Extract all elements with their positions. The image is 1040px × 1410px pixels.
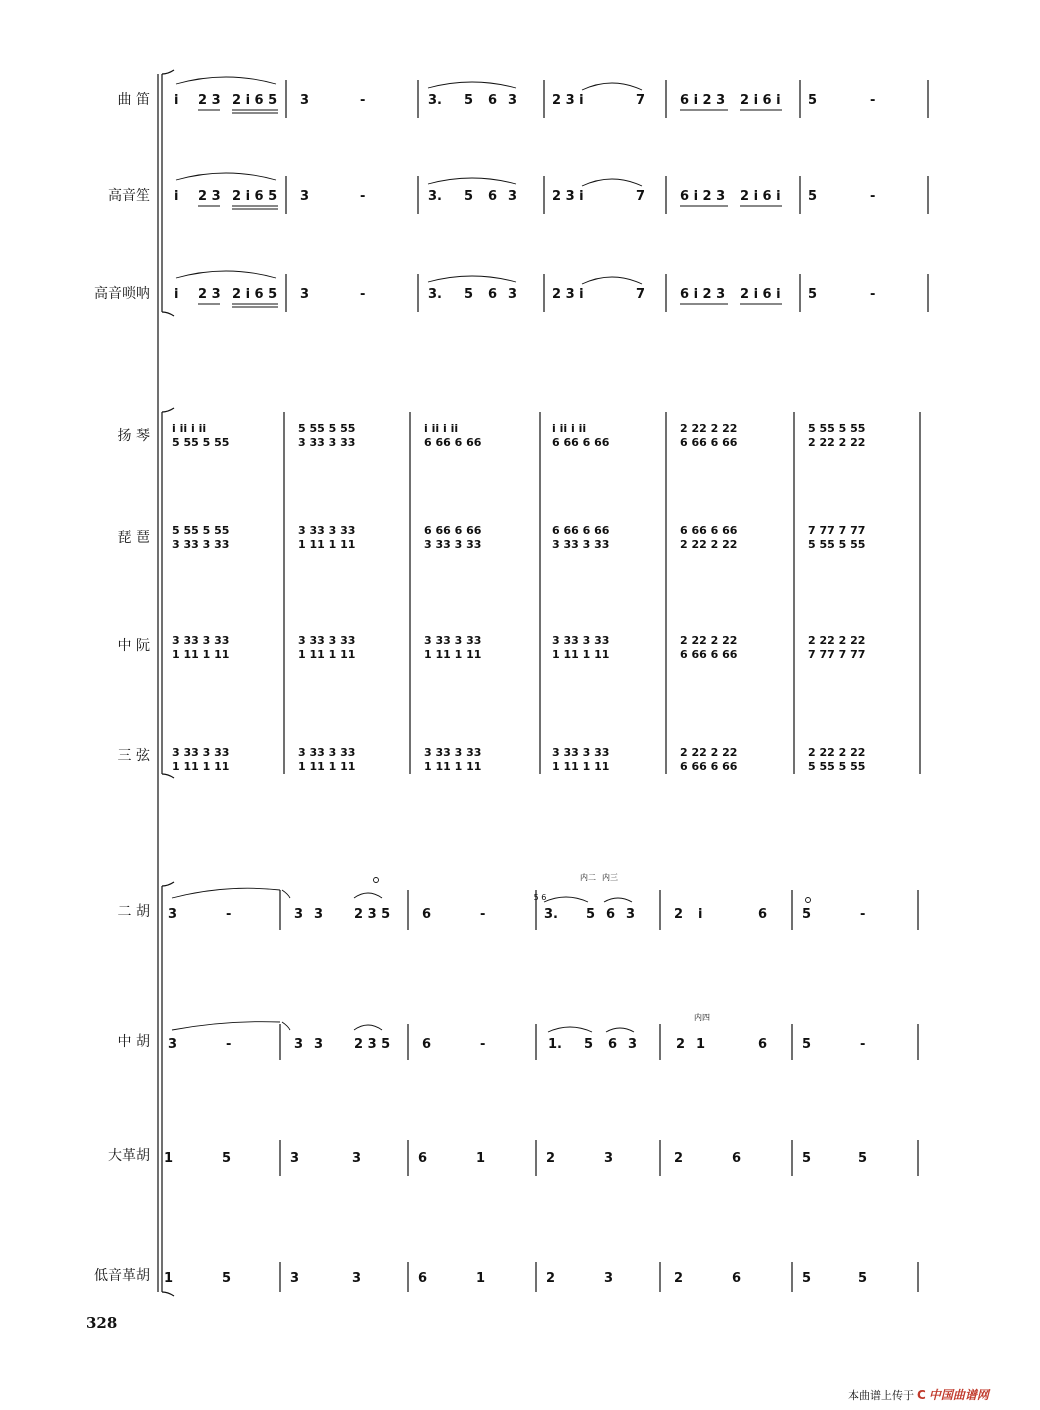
instrument-label: 低音革胡 bbox=[94, 1268, 150, 1284]
chord-lower: 1 11 1 11 bbox=[552, 648, 610, 661]
note: - bbox=[860, 907, 866, 922]
note: 2 bbox=[674, 1151, 684, 1166]
note: 3 bbox=[352, 1271, 362, 1286]
note: 7 bbox=[636, 287, 646, 302]
chord-upper: 3 33 3 33 bbox=[298, 524, 356, 537]
chord-upper: i ii i ii bbox=[552, 422, 587, 435]
note: - bbox=[360, 189, 366, 204]
chord-upper: 3 33 3 33 bbox=[424, 634, 482, 647]
note: 5 bbox=[222, 1151, 232, 1166]
chord-upper: i ii i ii bbox=[172, 422, 207, 435]
strings-section bbox=[164, 872, 918, 1292]
note: 2 bbox=[546, 1151, 556, 1166]
note: 5 bbox=[802, 1271, 812, 1286]
chord-upper: 6 66 6 66 bbox=[552, 524, 610, 537]
note: 2 i 6 5 bbox=[232, 287, 278, 302]
note: 3 bbox=[294, 907, 304, 922]
chord-lower: 3 33 3 33 bbox=[424, 538, 482, 551]
instrument-label: 高音笙 bbox=[108, 188, 150, 204]
note: 6 i 2 3 bbox=[680, 189, 726, 204]
note: 6 bbox=[418, 1151, 428, 1166]
instrument-label: 中 阮 bbox=[117, 638, 150, 654]
note: 2 bbox=[674, 907, 684, 922]
fingering-mark: 内三 bbox=[602, 873, 618, 882]
note: 3 bbox=[290, 1271, 300, 1286]
note: 6 bbox=[422, 907, 432, 922]
chord-upper: 3 33 3 33 bbox=[424, 746, 482, 759]
plucked-barlines bbox=[284, 412, 920, 774]
chord-upper: 7 77 7 77 bbox=[808, 524, 866, 537]
note: - bbox=[480, 1037, 486, 1052]
instrument-label: 高音唢呐 bbox=[94, 286, 150, 302]
chord-lower: 3 33 3 33 bbox=[552, 538, 610, 551]
note: 6 i 2 3 bbox=[680, 93, 726, 108]
note: 6 bbox=[488, 287, 498, 302]
note: 3 bbox=[290, 1151, 300, 1166]
upload-watermark bbox=[848, 1386, 989, 1403]
chord-upper: 2 22 2 22 bbox=[680, 746, 738, 759]
chord-upper: 3 33 3 33 bbox=[552, 746, 610, 759]
instrument-label: 二 胡 bbox=[117, 904, 150, 920]
note: - bbox=[226, 1037, 232, 1052]
zhonghu-staff bbox=[168, 1012, 918, 1060]
chord-lower: 5 55 5 55 bbox=[808, 538, 866, 551]
note: 2 3 bbox=[198, 287, 221, 302]
note: - bbox=[226, 907, 232, 922]
note: 2 bbox=[674, 1271, 684, 1286]
note: 6 bbox=[608, 1037, 618, 1052]
note: 3 bbox=[508, 93, 518, 108]
pipa-staff bbox=[172, 524, 865, 551]
note: 2 3 5 bbox=[354, 1037, 391, 1052]
wind-staff-suona bbox=[174, 271, 928, 312]
chord-upper: i ii i ii bbox=[424, 422, 459, 435]
note: 2 3 5 bbox=[354, 907, 391, 922]
chord-lower: 6 66 6 66 bbox=[680, 760, 738, 773]
note: 6 bbox=[418, 1271, 428, 1286]
note: 2 3 bbox=[198, 189, 221, 204]
chord-lower: 1 11 1 11 bbox=[552, 760, 610, 773]
chord-lower: 2 22 2 22 bbox=[680, 538, 738, 551]
chord-lower: 1 11 1 11 bbox=[424, 648, 482, 661]
chord-upper: 5 55 5 55 bbox=[298, 422, 356, 435]
wind-staff-qudi bbox=[174, 77, 928, 118]
note: - bbox=[870, 93, 876, 108]
note: 2 3 bbox=[198, 93, 221, 108]
chord-upper: 3 33 3 33 bbox=[172, 634, 230, 647]
note: 6 i 2 3 bbox=[680, 287, 726, 302]
note: 2 i 6 i bbox=[740, 93, 781, 108]
chord-lower: 1 11 1 11 bbox=[298, 538, 356, 551]
strings-bracket bbox=[162, 882, 174, 1296]
chord-upper: 6 66 6 66 bbox=[680, 524, 738, 537]
note: i bbox=[698, 907, 703, 922]
note: 7 bbox=[636, 189, 646, 204]
chord-upper: 2 22 2 22 bbox=[680, 422, 738, 435]
chord-lower: 6 66 6 66 bbox=[424, 436, 482, 449]
note: i bbox=[174, 93, 179, 108]
note: 1 bbox=[164, 1271, 174, 1286]
note: 3 bbox=[604, 1151, 614, 1166]
note: 3 bbox=[168, 907, 178, 922]
note: 3 bbox=[294, 1037, 304, 1052]
note: 3 bbox=[314, 1037, 324, 1052]
page-number: 328 bbox=[86, 1314, 118, 1332]
note: 5 bbox=[222, 1271, 232, 1286]
note: - bbox=[480, 907, 486, 922]
chord-upper: 6 66 6 66 bbox=[424, 524, 482, 537]
chord-lower: 2 22 2 22 bbox=[808, 436, 866, 449]
note: 5 bbox=[808, 189, 818, 204]
plucked-bracket bbox=[162, 408, 174, 778]
note: 5 bbox=[802, 907, 812, 922]
chord-lower: 5 55 5 55 bbox=[172, 436, 230, 449]
chord-lower: 7 77 7 77 bbox=[808, 648, 866, 661]
fingering-mark: 内二 bbox=[580, 873, 596, 882]
chord-upper: 3 33 3 33 bbox=[172, 746, 230, 759]
instrument-label: 扬 琴 bbox=[117, 428, 150, 444]
instrument-label: 三 弦 bbox=[117, 748, 150, 764]
note: 3 bbox=[508, 189, 518, 204]
note: 6 bbox=[732, 1271, 742, 1286]
watermark-text: 本曲谱上传于 bbox=[848, 1388, 914, 1402]
note: 2 i 6 5 bbox=[232, 189, 278, 204]
chord-lower: 3 33 3 33 bbox=[172, 538, 230, 551]
note: 2 3 i bbox=[552, 287, 584, 302]
note: 3 bbox=[300, 287, 310, 302]
note: 1 bbox=[476, 1271, 486, 1286]
chord-lower: 6 66 6 66 bbox=[680, 648, 738, 661]
note: 3 bbox=[626, 907, 636, 922]
note: 6 bbox=[758, 1037, 768, 1052]
note: 5 bbox=[808, 93, 818, 108]
note: 3 bbox=[168, 1037, 178, 1052]
chord-lower: 1 11 1 11 bbox=[298, 760, 356, 773]
site-logo-icon: C bbox=[917, 1387, 926, 1402]
note: 3 bbox=[604, 1271, 614, 1286]
note: - bbox=[360, 93, 366, 108]
chord-upper: 5 55 5 55 bbox=[172, 524, 230, 537]
note: 5 bbox=[858, 1151, 868, 1166]
note: 5 bbox=[464, 93, 474, 108]
note: 3 bbox=[628, 1037, 638, 1052]
note: 5 bbox=[584, 1037, 594, 1052]
chord-lower: 1 11 1 11 bbox=[424, 760, 482, 773]
note: 6 bbox=[758, 907, 768, 922]
note: 5 bbox=[808, 287, 818, 302]
chord-upper: 2 22 2 22 bbox=[808, 746, 866, 759]
note: 6 bbox=[422, 1037, 432, 1052]
note: i bbox=[174, 287, 179, 302]
note: 3 bbox=[300, 93, 310, 108]
chord-upper: 3 33 3 33 bbox=[298, 634, 356, 647]
note: 3 bbox=[508, 287, 518, 302]
note: - bbox=[360, 287, 366, 302]
zhongruan-staff bbox=[172, 634, 865, 661]
note: 3 bbox=[314, 907, 324, 922]
note: 1 bbox=[164, 1151, 174, 1166]
chord-lower: 3 33 3 33 bbox=[298, 436, 356, 449]
note: 2 bbox=[546, 1271, 556, 1286]
yangqin-staff bbox=[172, 422, 865, 449]
note: 2 3 i bbox=[552, 93, 584, 108]
note: - bbox=[870, 287, 876, 302]
note: 6 bbox=[606, 907, 616, 922]
erhu-staff bbox=[168, 872, 918, 930]
dagehu-staff bbox=[164, 1140, 918, 1176]
note: 1 bbox=[476, 1151, 486, 1166]
note: 3 bbox=[300, 189, 310, 204]
sanxian-staff bbox=[172, 746, 865, 773]
chord-lower: 6 66 6 66 bbox=[680, 436, 738, 449]
note: 7 bbox=[636, 93, 646, 108]
note: 5 bbox=[464, 287, 474, 302]
chord-lower: 5 55 5 55 bbox=[808, 760, 866, 773]
instrument-label: 大革胡 bbox=[108, 1148, 150, 1164]
chord-lower: 1 11 1 11 bbox=[172, 648, 230, 661]
note: 3. bbox=[428, 287, 442, 302]
grace-note: 5 6 bbox=[533, 893, 547, 902]
wind-staff-sheng bbox=[174, 173, 928, 214]
note: 2 bbox=[676, 1037, 686, 1052]
chord-lower: 6 66 6 66 bbox=[552, 436, 610, 449]
diyingehu-staff bbox=[164, 1262, 918, 1292]
chord-upper: 2 22 2 22 bbox=[808, 634, 866, 647]
wind-bracket bbox=[162, 70, 174, 316]
fingering-mark: 内四 bbox=[694, 1013, 710, 1022]
note: 2 3 i bbox=[552, 189, 584, 204]
chord-upper: 2 22 2 22 bbox=[680, 634, 738, 647]
chord-lower: 1 11 1 11 bbox=[172, 760, 230, 773]
note: i bbox=[174, 189, 179, 204]
note: - bbox=[860, 1037, 866, 1052]
note: 6 bbox=[488, 93, 498, 108]
chord-upper: 3 33 3 33 bbox=[298, 746, 356, 759]
note: 5 bbox=[858, 1271, 868, 1286]
note: - bbox=[870, 189, 876, 204]
wind-section bbox=[174, 77, 928, 312]
note: 5 bbox=[464, 189, 474, 204]
note: 2 i 6 i bbox=[740, 189, 781, 204]
note: 5 bbox=[802, 1037, 812, 1052]
plucked-section bbox=[172, 412, 920, 774]
note: 3. bbox=[544, 907, 558, 922]
note: 3. bbox=[428, 189, 442, 204]
note: 6 bbox=[732, 1151, 742, 1166]
note: 6 bbox=[488, 189, 498, 204]
note: 5 bbox=[586, 907, 596, 922]
instrument-label: 琵 琶 bbox=[117, 530, 150, 546]
note: 3. bbox=[428, 93, 442, 108]
chord-upper: 3 33 3 33 bbox=[552, 634, 610, 647]
note: 1. bbox=[548, 1037, 562, 1052]
note: 3 bbox=[352, 1151, 362, 1166]
watermark-site-name[interactable]: 中国曲谱网 bbox=[928, 1388, 989, 1402]
note: 2 i 6 5 bbox=[232, 93, 278, 108]
note: 5 bbox=[802, 1151, 812, 1166]
chord-lower: 1 11 1 11 bbox=[298, 648, 356, 661]
instrument-label: 曲 笛 bbox=[117, 92, 150, 108]
instrument-label: 中 胡 bbox=[117, 1034, 150, 1050]
chord-upper: 5 55 5 55 bbox=[808, 422, 866, 435]
note: 1 bbox=[696, 1037, 706, 1052]
note: 2 i 6 i bbox=[740, 287, 781, 302]
